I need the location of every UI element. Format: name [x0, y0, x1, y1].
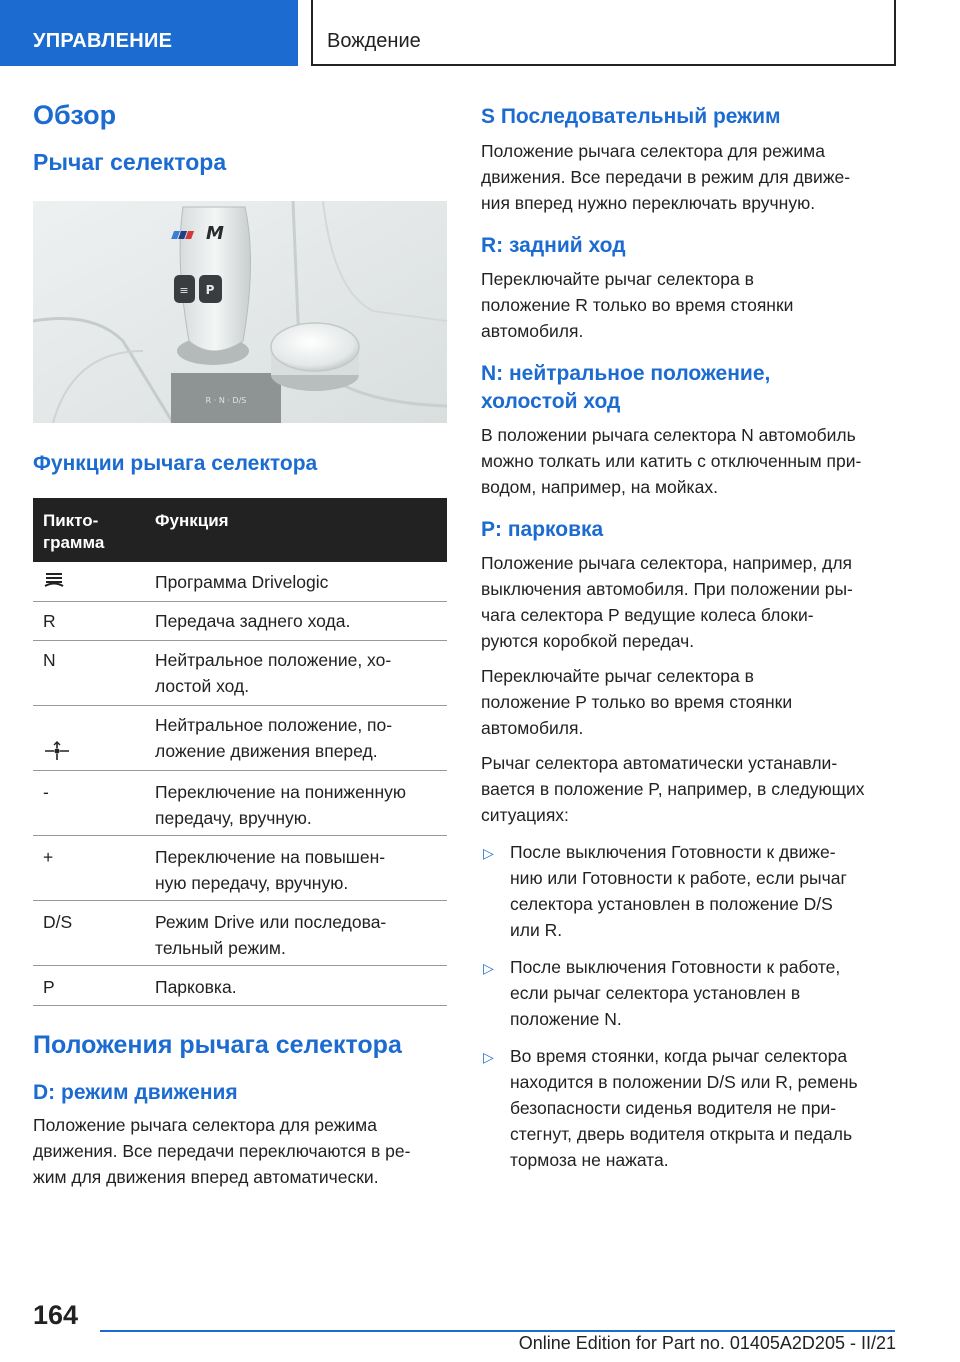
- table-row: [33, 602, 447, 641]
- table-row: [33, 966, 447, 1006]
- bullet-triangle-icon: ▷: [483, 960, 494, 976]
- s-mode-text: Положение рычага селектора для режима движения. Все передачи в режим для движе- ния вперед нужно переключать вручную.: [481, 141, 851, 213]
- table-row: [33, 641, 447, 706]
- header-function: Функция: [155, 511, 229, 530]
- list-item: ▷ После выключения Готовности к работе, если рычаг селектора установлен в положение N.: [483, 957, 841, 1029]
- page-title: Обзор: [33, 100, 117, 130]
- table-cell-function: Программа Drivelogic: [155, 572, 329, 592]
- table-cell-pict: D/S: [43, 912, 73, 932]
- header-section-tab: УПРАВЛЕНИЕ: [0, 0, 298, 66]
- auto-park-situations-list: [481, 839, 901, 1173]
- table-row: [33, 836, 447, 901]
- park-button-glyph: P: [205, 283, 215, 297]
- header-pictogram: Пикто- грамма: [43, 511, 105, 552]
- m-logo: M: [206, 223, 224, 244]
- table-cell-function: Передача заднего хода.: [155, 611, 351, 631]
- positions-block: [33, 1030, 447, 1190]
- controller-dial[interactable]: [271, 323, 359, 371]
- n-mode-heading: N: нейтральное положение, холостой ход: [481, 362, 771, 413]
- table-cell-function: Переключение на повышен- ную передачу, вручную.: [155, 847, 386, 893]
- p-mode-heading: P: парковка: [481, 518, 604, 541]
- list-item: ▷ После выключения Готовности к движе- нию или Готовности к работе, если рычаг селектора установлен в положение D/S или R.: [483, 842, 847, 940]
- d-mode-text: Положение рычага селектора для режима движения. Все передачи переключаются в ре- жим для движения вперед автоматически.: [33, 1115, 411, 1187]
- footer-divider: [100, 1330, 895, 1332]
- table-cell-pict: N: [43, 650, 56, 670]
- footer-edition: Online Edition for Part no. 01405A2D205 - II/21: [518, 1333, 896, 1353]
- positions-heading: Положения рычага селектора: [33, 1031, 402, 1059]
- table-header: [33, 498, 447, 562]
- functions-table: [33, 498, 447, 1006]
- table-cell-function: Парковка.: [155, 977, 237, 997]
- table-cell-pict: P: [43, 977, 55, 997]
- gear-lever-shift-icon: [33, 712, 155, 770]
- n-mode-text: В положении рычага селектора N автомобиль можно толкать или катить с отключенным при- водом, например, на мойках.: [481, 425, 862, 497]
- table-cell-function: Нейтральное положение, хо- лостой ход.: [155, 650, 392, 696]
- p-mode-auto-text: Рычаг селектора автоматически устанавли- вается в положение P, например, в следующих ситуациях:: [481, 753, 865, 825]
- table-row: [33, 706, 447, 771]
- page-number: 164: [33, 1300, 79, 1330]
- table-cell-function: Режим Drive или последова- тельный режим.: [155, 912, 387, 958]
- table-row: [33, 771, 447, 836]
- selector-lever-illustration: [33, 201, 447, 423]
- selector-lever-heading: Рычаг селектора: [33, 149, 227, 175]
- right-column: [481, 100, 901, 1184]
- left-column: [33, 100, 447, 178]
- table-cell-pict: -: [43, 782, 49, 802]
- drivelogic-button-glyph: ≡: [179, 284, 189, 297]
- s-mode-heading: S Последовательный режим: [481, 105, 781, 128]
- table-cell-function: Нейтральное положение, по- ложение движения вперед.: [155, 715, 393, 761]
- functions-heading: Функции рычага селектора: [33, 452, 318, 475]
- gate-label: R · N · D/S: [205, 396, 247, 405]
- d-mode-heading: D: режим движения: [33, 1081, 238, 1104]
- list-item: ▷ Во время стоянки, когда рычаг селектора находится в положении D/S или R, ремень безопасности сиденья водителя не при- стегнут, дверь водителя открыта и педаль тормоза не нажата.: [483, 1046, 858, 1170]
- bullet-triangle-icon: ▷: [483, 845, 494, 861]
- table-cell-pict: +: [43, 847, 54, 867]
- table-row: [33, 901, 447, 966]
- header-chapter-tab: Вождение: [311, 0, 896, 66]
- drivelogic-icon: [33, 569, 155, 601]
- r-mode-text: Переключайте рычаг селектора в положение R только во время стоянки автомобиля.: [481, 269, 794, 341]
- selector-lever-photo: [33, 201, 447, 423]
- r-mode-heading: R: задний ход: [481, 234, 626, 257]
- p-mode-instruction: Переключайте рычаг селектора в положение P только во время стоянки автомобиля.: [481, 666, 793, 738]
- table-row: [33, 562, 447, 602]
- bullet-triangle-icon: ▷: [483, 1049, 494, 1065]
- functions-block: [33, 450, 447, 478]
- table-cell-function: Переключение на пониженную передачу, вручную.: [155, 782, 407, 828]
- table-cell-pict: R: [43, 611, 56, 631]
- p-mode-text: Положение рычага селектора, например, для выключения автомобиля. При положении ры- чага селектора P ведущие колеса блоки- руются коробкой передач.: [481, 553, 853, 651]
